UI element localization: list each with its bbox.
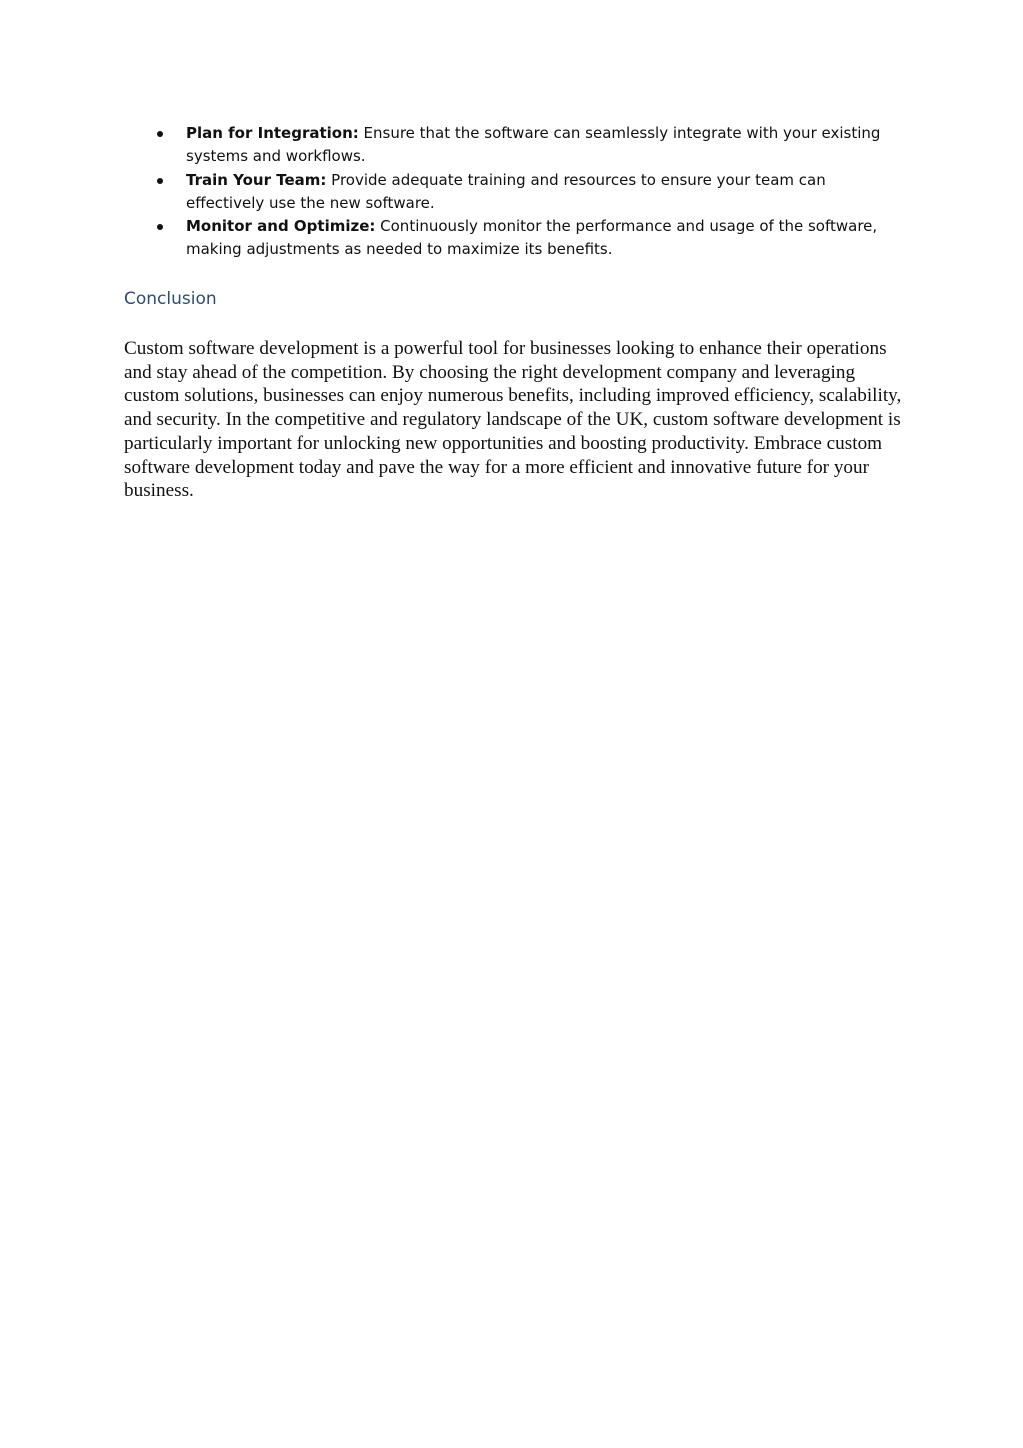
bullet-list <box>124 122 894 262</box>
list-item <box>124 215 894 262</box>
bullet-text: Provide adequate training and resources to ensure your team can effectively use the new software. <box>186 170 826 212</box>
list-item <box>124 122 894 169</box>
list-item <box>124 169 894 216</box>
bullet-icon <box>157 224 163 230</box>
conclusion-heading: Conclusion <box>124 289 217 309</box>
bullet-icon <box>157 131 163 137</box>
bullet-title: Monitor and Optimize: <box>186 217 376 236</box>
bullet-title: Train Your Team: <box>186 170 327 189</box>
bullet-icon <box>157 178 163 184</box>
bullet-text: Ensure that the software can seamlessly integrate with your existing systems and workflows. <box>186 124 881 166</box>
bullet-title: Plan for Integration: <box>186 124 359 142</box>
conclusion-paragraph: Custom software development is a powerful tool for businesses looking to enhance their operations and stay ahead of the competition. By choosing the right development company and leveraging custom solutions, businesses can enjoy numerous benefits, including improved efficiency, scalability, and security. In the competitive and regulatory landscape of the UK, custom software development is particularly important for unlocking new opportunities and boosting productivity. Embrace custom software development today and pave the way for a more efficient and innovative future for your business. <box>124 338 902 502</box>
bullet-text: Continuously monitor the performance and usage of the software, making adjustments as needed to maximize its benefits. <box>186 217 878 259</box>
